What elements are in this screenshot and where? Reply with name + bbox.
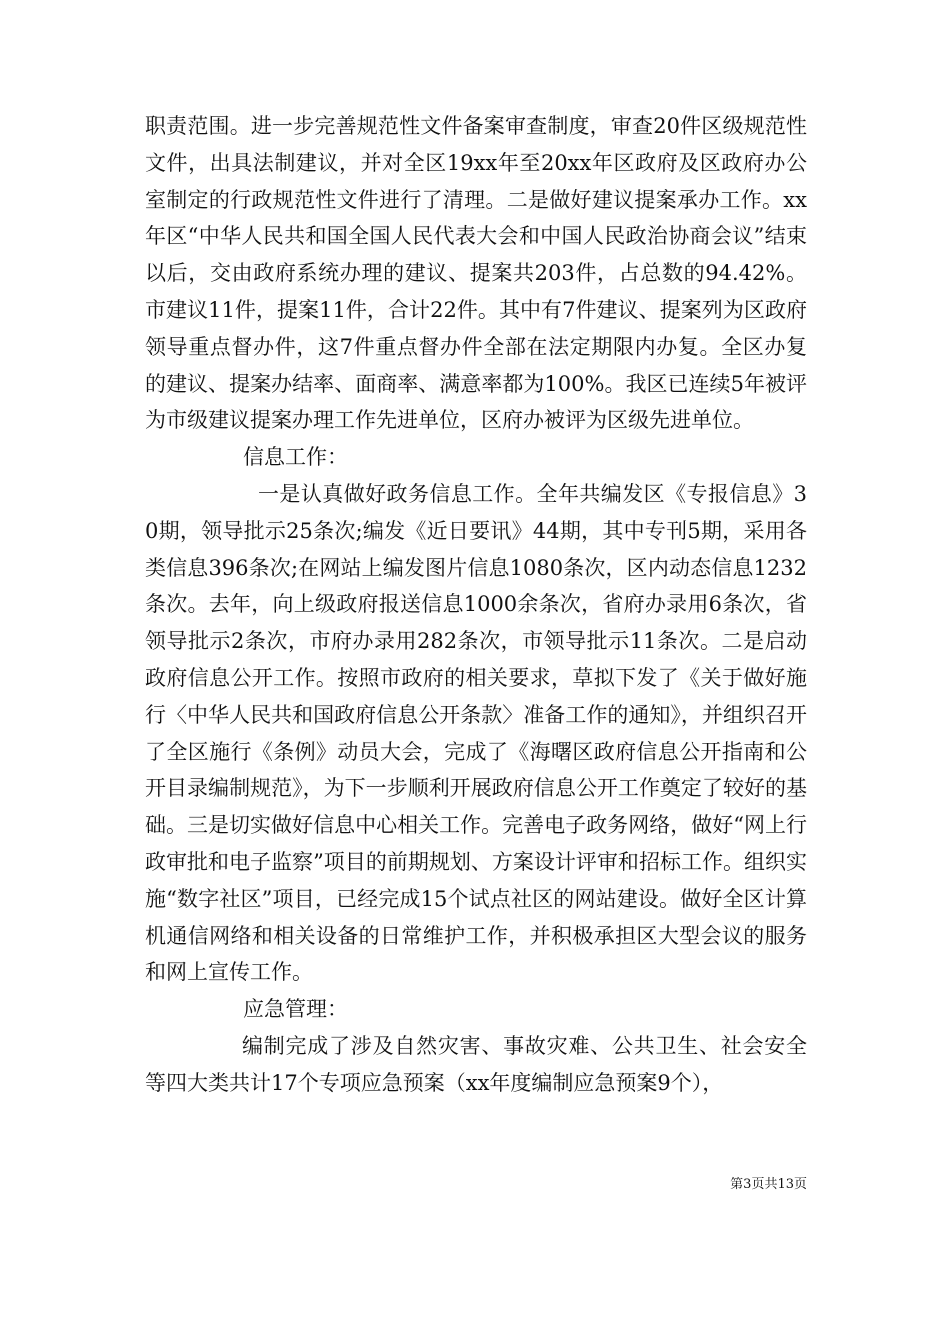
document-page: [145, 108, 807, 1102]
body-paragraph-emergency-management: 编制完成了涉及自然灾害、事故灾难、公共卫生、社会安全等四大类共计17个专项应急预案（xx年度编制应急预案9个），: [145, 1033, 807, 1095]
body-paragraph-information-work: 一是认真做好政务信息工作。全年共编发区《专报信息》30期，领导批示25条次;编发《近日要讯》44期，其中专刊5期，采用各类信息396条次;在网站上编发图片信息1080条次，区内动态信息1232条次。去年，向上级政府报送信息1000余条次，省府办录用6条次，省领导批示2条次，市府办录用282条次，市领导批示11条次。二是启动政府信息公开工作。按照市政府的相关要求，草拟下发了《关于做好施行〈中华人民共和国政府信息公开条款〉准备工作的通知》，并组织召开了全区施行《条例》动员大会，完成了《海曙区政府信息公开指南和公开目录编制规范》，为下一步顺利开展政府信息公开工作奠定了较好的基础。三是切实做好信息中心相关工作。完善电子政务网络，做好“网上行政审批和电子监察”项目的前期规划、方案设计评审和招标工作。组织实施“数字社区”项目，已经完成15个试点社区的网站建设。做好全区计算机通信网络和相关设备的日常维护工作，并积极承担区大型会议的服务和网上宣传工作。: [145, 481, 807, 985]
section-heading-emergency-management: 应急管理：: [243, 997, 348, 1022]
body-paragraph-legal-affairs: 职责范围。进一步完善规范性文件备案审查制度，审查20件区级规范性文件，出具法制建议，并对全区19xx年至20xx年区政府及区政府办公室制定的行政规范性文件进行了清理。二是做好建议提案承办工作。xx年区“中华人民共和国全国人民代表大会和中国人民政治协商会议”结束以后，交由政府系统办理的建议、提案共203件，占总数的94.42%。市建议11件，提案11件，合计22件。其中有7件建议、提案列为区政府领导重点督办件，这7件重点督办件全部在法定期限内办复。全区办复的建议、提案办结率、面商率、满意率都为100%。我区已连续5年被评为市级建议提案办理工作先进单位，区府办被评为区级先进单位。: [145, 114, 807, 433]
section-heading-information-work: 信息工作：: [243, 445, 348, 470]
page-number-footer: 第3页共13页: [730, 1177, 807, 1192]
